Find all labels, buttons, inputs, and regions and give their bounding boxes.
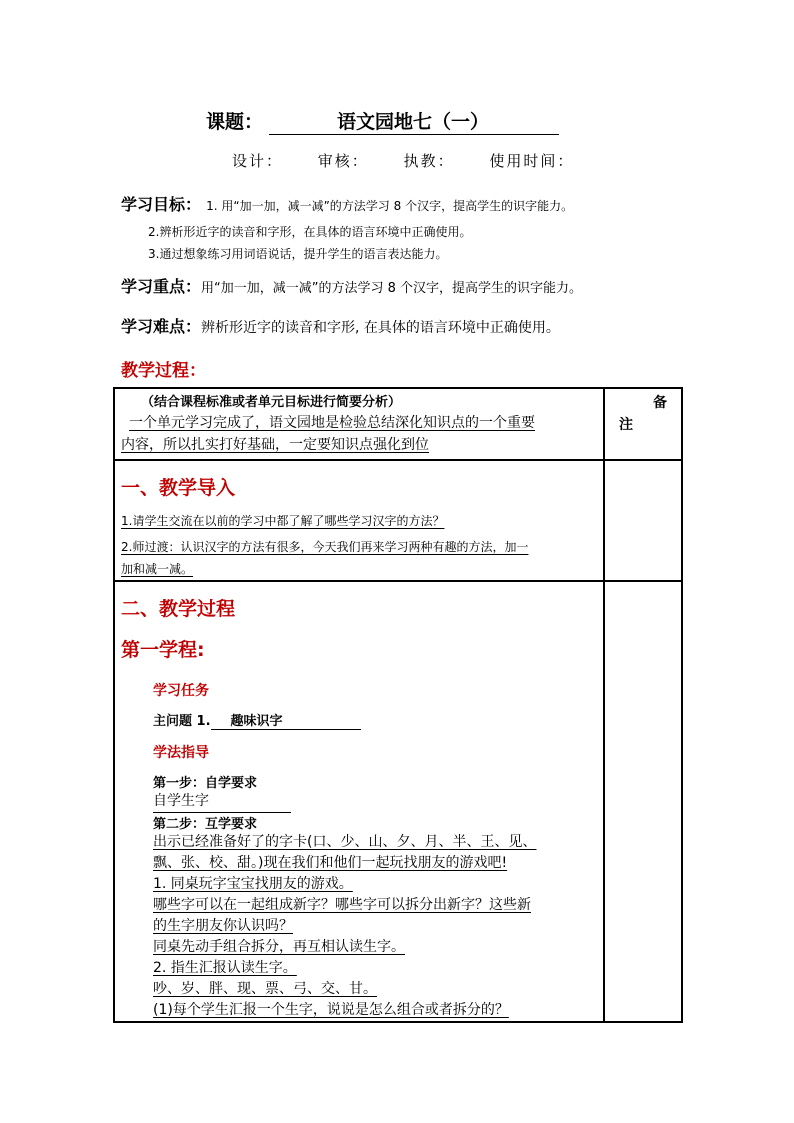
difficulty-label: 学习难点： [121, 317, 202, 336]
section1-item-1: 1.请学生交流在以前的学习中都了解了哪些学习汉字的方法？ [121, 514, 445, 528]
step2-label: 第二步：互学要求 [153, 817, 258, 832]
process-line-2: 飘、张、校、甜。)现在我们和他们一起玩找朋友的游戏吧! [153, 855, 508, 871]
process-line-7: 2. 指生汇报认读生字。 [153, 960, 297, 976]
remark-cell [604, 581, 682, 1022]
stage-title: 第一学程: [121, 639, 205, 661]
remark-cell [604, 460, 682, 581]
topic-value: 趣味识字 [211, 710, 361, 730]
process-line-5: 的生字朋友你认识吗？ [153, 918, 293, 934]
focus-text: 用“加一加，减一减”的方法学习 8 个汉字，提高学生的识字能力。 [201, 281, 583, 296]
lesson-title-row [206, 107, 559, 135]
goal-item-2: 2.辨析形近字的读音和字形，在具体的语言环境中正确使用。 [148, 225, 472, 239]
review-label: 审核： [317, 152, 369, 170]
use-time-label: 使用时间： [489, 152, 575, 170]
process-line-3: 1. 同桌玩字宝宝找朋友的游戏。 [153, 876, 353, 892]
lesson-plan-table [113, 387, 683, 1023]
difficulty-text: 辨析形近字的读音和字形, 在具体的语言环境中正确使用。 [201, 320, 560, 336]
remark-char-1: 备 [653, 395, 667, 411]
design-label: 设计： [232, 152, 284, 170]
process-line-9: (1)每个学生汇报一个生字，说说是怎么组合或者拆分的？ [153, 1002, 509, 1018]
focus-label: 学习重点： [121, 277, 202, 296]
task-label: 学习任务 [153, 683, 209, 699]
step1-detail: 自学生字 [153, 791, 597, 813]
intro-line-1: 一个单元学习完成了，语文园地是检验总结深化知识点的一个重要 [129, 415, 535, 431]
process-line-6: 同桌先动手组合拆分，再互相认读生字。 [153, 939, 405, 955]
intro-line-2: 内容，所以扎实打好基础，一定要知识点强化到位 [121, 437, 429, 453]
process-line-1: 出示已经准备好了的字卡(口、少、山、夕、月、半、王、见、 [153, 834, 537, 850]
process-heading: 教学过程： [121, 361, 206, 381]
remark-label [605, 389, 681, 436]
section1-cell [114, 460, 604, 581]
topic-label: 主问题 1. [153, 714, 211, 729]
title-label: 课题： [206, 111, 264, 133]
section1-title: 一、教学导入 [121, 477, 236, 499]
topic-row [153, 710, 597, 730]
section2-title: 二、教学过程 [121, 598, 236, 620]
section1-item-2: 2.师过渡：认识汉字的方法有很多，今天我们再来学习两种有趣的方法，加一 [121, 540, 529, 554]
learning-focus [121, 274, 582, 297]
table-row [114, 460, 682, 581]
method-label: 学法指导 [153, 745, 209, 761]
step1-label: 第一步：自学要求 [153, 776, 258, 791]
remark-cell [604, 388, 682, 460]
section2-cell [114, 581, 604, 1022]
process-line-4: 哪些字可以在一起组成新字？哪些字可以拆分出新字？这些新 [153, 897, 531, 913]
design-info-row [232, 150, 602, 171]
goal-item-1: 1. 用“加一加，减一减”的方法学习 8 个汉字，提高学生的识字能力。 [206, 199, 574, 213]
teacher-label: 执教： [403, 152, 455, 170]
table-row [114, 581, 682, 1022]
table-row [114, 388, 682, 460]
remark-char-2: 注 [619, 417, 633, 433]
intro-text [115, 412, 603, 456]
process-line-8: 吵、岁、胖、现、票、弓、交、甘。 [153, 981, 377, 997]
learning-goals [121, 192, 573, 215]
goal-item-3: 3.通过想象练习用词语说话，提升学生的语言表达能力。 [148, 247, 448, 261]
goal-label: 学习目标： [121, 195, 202, 214]
intro-cell [114, 388, 604, 460]
section1-item-3: 加和减一减。 [121, 562, 194, 576]
lesson-title: 语文园地七（一） [269, 107, 559, 135]
learning-difficulty [121, 314, 560, 337]
intro-title: （结合课程标准或者单元目标进行简要分析） [141, 395, 402, 410]
